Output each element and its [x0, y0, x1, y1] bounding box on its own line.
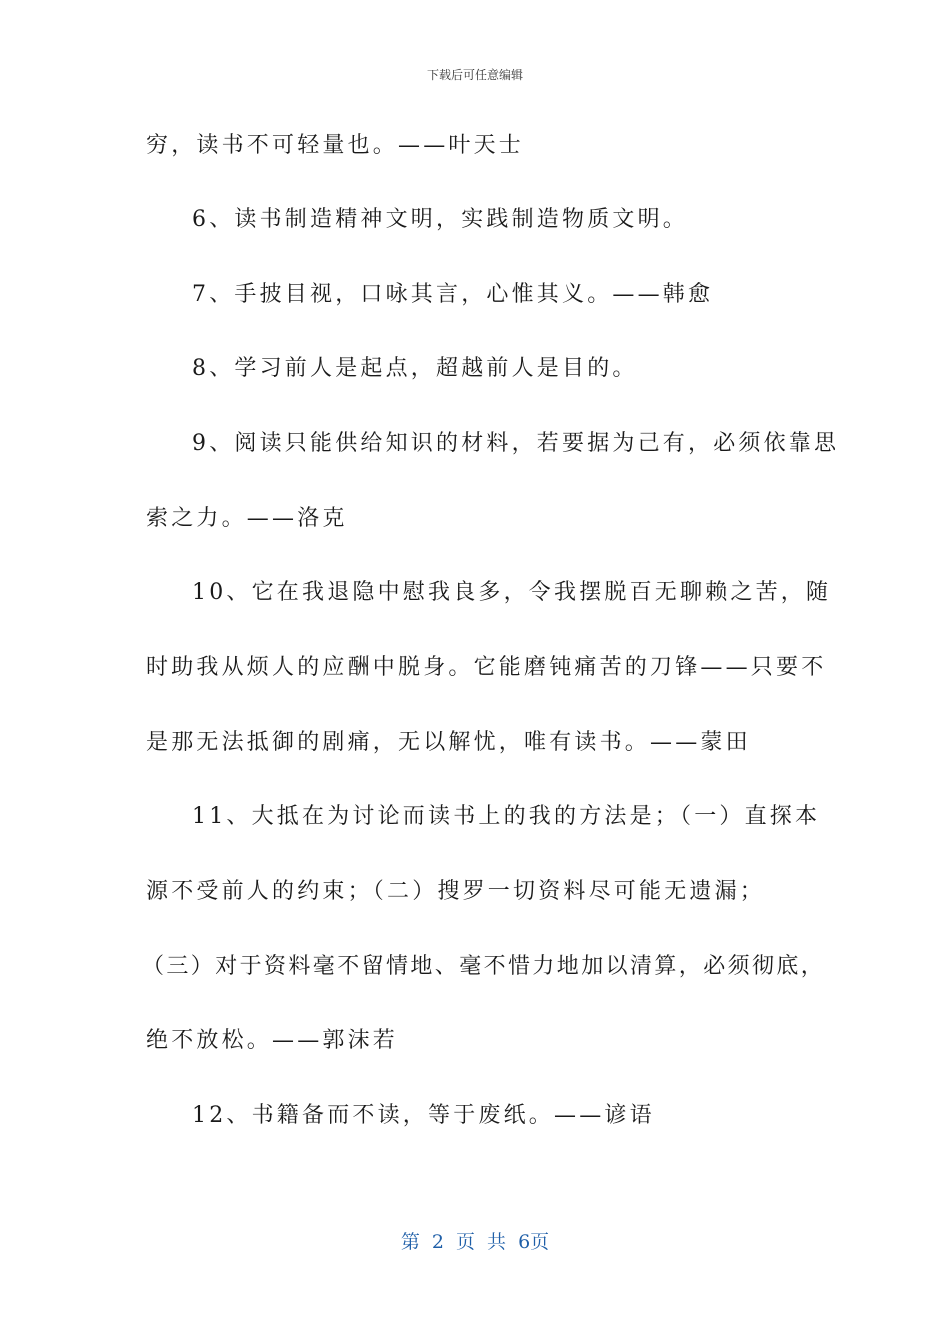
text-line: 源不受前人的约束；（二）搜罗一切资料尽可能无遗漏；: [146, 879, 766, 904]
text-line: 6、读书制造精神文明，实践制造物质文明。: [192, 207, 688, 232]
text-line: 12、书籍备而不读，等于废纸。——谚语: [192, 1103, 655, 1128]
text-line: 是那无法抵御的剧痛，无以解忧，唯有读书。——蒙田: [146, 730, 751, 755]
text-line: 绝不放松。——郭沫若: [146, 1028, 399, 1053]
text-line: 穷，读书不可轻量也。——叶天士: [146, 133, 525, 158]
text-line: 时助我从烦人的应酬中脱身。它能磨钝痛苦的刀锋——只要不: [146, 655, 827, 680]
text-line: 10、它在我退隐中慰我良多，令我摆脱百无聊赖之苦，随: [192, 580, 832, 605]
text-line: 11、大抵在为讨论而读书上的我的方法是；（一）直探本: [192, 804, 821, 829]
text-line: 索之力。——洛克: [146, 506, 348, 531]
page-number: 第 2 页 共 6页: [400, 1231, 550, 1253]
page-header: 下载后可任意编辑: [426, 68, 523, 82]
text-line: 8、学习前人是起点，超越前人是目的。: [192, 356, 638, 381]
text-line: 7、手披目视，口咏其言，心惟其义。——韩愈: [192, 282, 714, 307]
text-line: 9、阅读只能供给知识的材料，若要据为己有，必须依靠思: [192, 431, 840, 456]
text-line: （三）对于资料毫不留情地、毫不惜力地加以清算，必须彻底，: [142, 954, 826, 979]
